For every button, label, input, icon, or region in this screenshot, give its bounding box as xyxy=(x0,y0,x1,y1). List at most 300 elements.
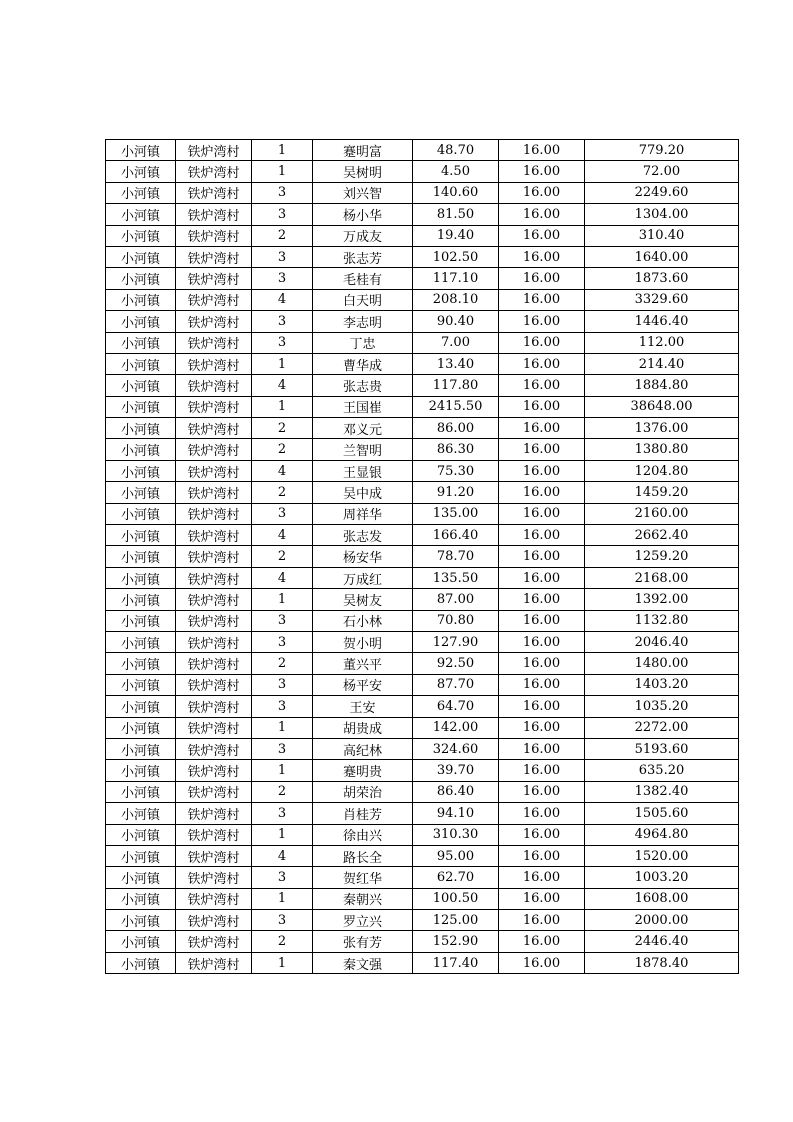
town-cell: 小河镇 xyxy=(106,717,176,738)
group-cell: 4 xyxy=(252,845,313,866)
area-cell: 19.40 xyxy=(413,225,499,246)
table-row xyxy=(106,888,739,909)
area-cell: 95.00 xyxy=(413,845,499,866)
group-cell: 3 xyxy=(252,182,313,203)
amount-cell: 2272.00 xyxy=(585,717,739,738)
table-row xyxy=(106,375,739,396)
town-cell: 小河镇 xyxy=(106,824,176,845)
area-cell: 117.10 xyxy=(413,268,499,289)
rate-cell: 16.00 xyxy=(499,867,585,888)
rate-cell: 16.00 xyxy=(499,225,585,246)
village-cell: 铁炉湾村 xyxy=(176,353,252,374)
village-cell: 铁炉湾村 xyxy=(176,952,252,973)
village-cell: 铁炉湾村 xyxy=(176,418,252,439)
town-cell: 小河镇 xyxy=(106,696,176,717)
name-cell: 王安 xyxy=(313,696,413,717)
group-cell: 2 xyxy=(252,653,313,674)
rate-cell: 16.00 xyxy=(499,525,585,546)
table-row xyxy=(106,781,739,802)
name-cell: 刘兴智 xyxy=(313,182,413,203)
area-cell: 87.00 xyxy=(413,589,499,610)
area-cell: 75.30 xyxy=(413,460,499,481)
name-cell: 贺小明 xyxy=(313,631,413,652)
group-cell: 2 xyxy=(252,931,313,952)
table-row xyxy=(106,268,739,289)
town-cell: 小河镇 xyxy=(106,503,176,524)
table-row xyxy=(106,867,739,888)
name-cell: 杨小华 xyxy=(313,204,413,225)
village-cell: 铁炉湾村 xyxy=(176,161,252,182)
amount-cell: 1878.40 xyxy=(585,952,739,973)
amount-cell: 1035.20 xyxy=(585,696,739,717)
area-cell: 86.30 xyxy=(413,439,499,460)
group-cell: 3 xyxy=(252,311,313,332)
town-cell: 小河镇 xyxy=(106,738,176,759)
name-cell: 邓义元 xyxy=(313,418,413,439)
rate-cell: 16.00 xyxy=(499,760,585,781)
town-cell: 小河镇 xyxy=(106,332,176,353)
name-cell: 万成红 xyxy=(313,567,413,588)
amount-cell: 1873.60 xyxy=(585,268,739,289)
area-cell: 135.50 xyxy=(413,567,499,588)
group-cell: 3 xyxy=(252,268,313,289)
amount-cell: 1640.00 xyxy=(585,246,739,267)
name-cell: 张志发 xyxy=(313,525,413,546)
table-row xyxy=(106,332,739,353)
amount-cell: 5193.60 xyxy=(585,738,739,759)
name-cell: 丁忠 xyxy=(313,332,413,353)
amount-cell: 1259.20 xyxy=(585,546,739,567)
amount-cell: 2662.40 xyxy=(585,525,739,546)
table-row xyxy=(106,353,739,374)
town-cell: 小河镇 xyxy=(106,674,176,695)
area-cell: 117.80 xyxy=(413,375,499,396)
group-cell: 1 xyxy=(252,589,313,610)
rate-cell: 16.00 xyxy=(499,931,585,952)
rate-cell: 16.00 xyxy=(499,375,585,396)
name-cell: 肖桂芳 xyxy=(313,803,413,824)
group-cell: 1 xyxy=(252,824,313,845)
village-cell: 铁炉湾村 xyxy=(176,225,252,246)
name-cell: 张志芳 xyxy=(313,246,413,267)
name-cell: 董兴平 xyxy=(313,653,413,674)
town-cell: 小河镇 xyxy=(106,246,176,267)
rate-cell: 16.00 xyxy=(499,503,585,524)
rate-cell: 16.00 xyxy=(499,610,585,631)
rate-cell: 16.00 xyxy=(499,696,585,717)
table-row xyxy=(106,631,739,652)
name-cell: 吴中成 xyxy=(313,482,413,503)
area-cell: 91.20 xyxy=(413,482,499,503)
group-cell: 1 xyxy=(252,760,313,781)
area-cell: 102.50 xyxy=(413,246,499,267)
rate-cell: 16.00 xyxy=(499,803,585,824)
name-cell: 杨平安 xyxy=(313,674,413,695)
rate-cell: 16.00 xyxy=(499,653,585,674)
amount-cell: 38648.00 xyxy=(585,396,739,417)
village-cell: 铁炉湾村 xyxy=(176,696,252,717)
table-row xyxy=(106,525,739,546)
table-row xyxy=(106,503,739,524)
town-cell: 小河镇 xyxy=(106,653,176,674)
area-cell: 140.60 xyxy=(413,182,499,203)
name-cell: 兰智明 xyxy=(313,439,413,460)
town-cell: 小河镇 xyxy=(106,910,176,931)
table-row xyxy=(106,653,739,674)
amount-cell: 1505.60 xyxy=(585,803,739,824)
group-cell: 1 xyxy=(252,396,313,417)
table-row xyxy=(106,161,739,182)
group-cell: 4 xyxy=(252,567,313,588)
town-cell: 小河镇 xyxy=(106,525,176,546)
name-cell: 曹华成 xyxy=(313,353,413,374)
name-cell: 贺红华 xyxy=(313,867,413,888)
area-cell: 125.00 xyxy=(413,910,499,931)
group-cell: 1 xyxy=(252,888,313,909)
village-cell: 铁炉湾村 xyxy=(176,246,252,267)
village-cell: 铁炉湾村 xyxy=(176,867,252,888)
village-cell: 铁炉湾村 xyxy=(176,546,252,567)
table-row xyxy=(106,439,739,460)
amount-cell: 635.20 xyxy=(585,760,739,781)
area-cell: 324.60 xyxy=(413,738,499,759)
rate-cell: 16.00 xyxy=(499,952,585,973)
village-cell: 铁炉湾村 xyxy=(176,610,252,631)
area-cell: 152.90 xyxy=(413,931,499,952)
village-cell: 铁炉湾村 xyxy=(176,803,252,824)
name-cell: 杨安华 xyxy=(313,546,413,567)
table-row xyxy=(106,204,739,225)
village-cell: 铁炉湾村 xyxy=(176,888,252,909)
amount-cell: 214.40 xyxy=(585,353,739,374)
village-cell: 铁炉湾村 xyxy=(176,631,252,652)
area-cell: 48.70 xyxy=(413,140,499,161)
amount-cell: 2160.00 xyxy=(585,503,739,524)
town-cell: 小河镇 xyxy=(106,396,176,417)
town-cell: 小河镇 xyxy=(106,353,176,374)
area-cell: 4.50 xyxy=(413,161,499,182)
village-cell: 铁炉湾村 xyxy=(176,482,252,503)
rate-cell: 16.00 xyxy=(499,845,585,866)
group-cell: 3 xyxy=(252,674,313,695)
village-cell: 铁炉湾村 xyxy=(176,503,252,524)
town-cell: 小河镇 xyxy=(106,482,176,503)
area-cell: 135.00 xyxy=(413,503,499,524)
village-cell: 铁炉湾村 xyxy=(176,931,252,952)
area-cell: 86.00 xyxy=(413,418,499,439)
amount-cell: 112.00 xyxy=(585,332,739,353)
rate-cell: 16.00 xyxy=(499,717,585,738)
group-cell: 1 xyxy=(252,353,313,374)
table-row xyxy=(106,289,739,310)
name-cell: 白天明 xyxy=(313,289,413,310)
area-cell: 39.70 xyxy=(413,760,499,781)
group-cell: 3 xyxy=(252,803,313,824)
rate-cell: 16.00 xyxy=(499,738,585,759)
area-cell: 2415.50 xyxy=(413,396,499,417)
village-cell: 铁炉湾村 xyxy=(176,910,252,931)
rate-cell: 16.00 xyxy=(499,353,585,374)
name-cell: 毛桂有 xyxy=(313,268,413,289)
group-cell: 3 xyxy=(252,631,313,652)
name-cell: 路长全 xyxy=(313,845,413,866)
name-cell: 石小林 xyxy=(313,610,413,631)
town-cell: 小河镇 xyxy=(106,589,176,610)
area-cell: 78.70 xyxy=(413,546,499,567)
amount-cell: 1520.00 xyxy=(585,845,739,866)
village-cell: 铁炉湾村 xyxy=(176,311,252,332)
rate-cell: 16.00 xyxy=(499,546,585,567)
table-row xyxy=(106,589,739,610)
village-cell: 铁炉湾村 xyxy=(176,375,252,396)
group-cell: 3 xyxy=(252,204,313,225)
group-cell: 3 xyxy=(252,610,313,631)
area-cell: 81.50 xyxy=(413,204,499,225)
table-row xyxy=(106,738,739,759)
rate-cell: 16.00 xyxy=(499,631,585,652)
area-cell: 127.90 xyxy=(413,631,499,652)
village-cell: 铁炉湾村 xyxy=(176,332,252,353)
group-cell: 1 xyxy=(252,140,313,161)
group-cell: 2 xyxy=(252,418,313,439)
table-row xyxy=(106,225,739,246)
area-cell: 87.70 xyxy=(413,674,499,695)
town-cell: 小河镇 xyxy=(106,289,176,310)
group-cell: 2 xyxy=(252,225,313,246)
name-cell: 万成友 xyxy=(313,225,413,246)
town-cell: 小河镇 xyxy=(106,204,176,225)
area-cell: 142.00 xyxy=(413,717,499,738)
name-cell: 李志明 xyxy=(313,311,413,332)
village-cell: 铁炉湾村 xyxy=(176,717,252,738)
area-cell: 7.00 xyxy=(413,332,499,353)
town-cell: 小河镇 xyxy=(106,803,176,824)
rate-cell: 16.00 xyxy=(499,460,585,481)
village-cell: 铁炉湾村 xyxy=(176,653,252,674)
name-cell: 罗立兴 xyxy=(313,910,413,931)
table-row xyxy=(106,696,739,717)
town-cell: 小河镇 xyxy=(106,610,176,631)
table-row xyxy=(106,567,739,588)
amount-cell: 1392.00 xyxy=(585,589,739,610)
name-cell: 吴树明 xyxy=(313,161,413,182)
rate-cell: 16.00 xyxy=(499,781,585,802)
name-cell: 高纪林 xyxy=(313,738,413,759)
amount-cell: 1459.20 xyxy=(585,482,739,503)
village-cell: 铁炉湾村 xyxy=(176,760,252,781)
amount-cell: 1480.00 xyxy=(585,653,739,674)
group-cell: 3 xyxy=(252,867,313,888)
rate-cell: 16.00 xyxy=(499,418,585,439)
rate-cell: 16.00 xyxy=(499,311,585,332)
amount-cell: 1446.40 xyxy=(585,311,739,332)
name-cell: 周祥华 xyxy=(313,503,413,524)
town-cell: 小河镇 xyxy=(106,781,176,802)
amount-cell: 1382.40 xyxy=(585,781,739,802)
table-row xyxy=(106,418,739,439)
village-cell: 铁炉湾村 xyxy=(176,674,252,695)
area-cell: 86.40 xyxy=(413,781,499,802)
group-cell: 1 xyxy=(252,717,313,738)
name-cell: 秦文强 xyxy=(313,952,413,973)
town-cell: 小河镇 xyxy=(106,439,176,460)
group-cell: 4 xyxy=(252,460,313,481)
amount-cell: 2000.00 xyxy=(585,910,739,931)
table-row xyxy=(106,311,739,332)
table-row xyxy=(106,546,739,567)
town-cell: 小河镇 xyxy=(106,225,176,246)
table-row xyxy=(106,952,739,973)
rate-cell: 16.00 xyxy=(499,482,585,503)
group-cell: 2 xyxy=(252,482,313,503)
town-cell: 小河镇 xyxy=(106,546,176,567)
area-cell: 208.10 xyxy=(413,289,499,310)
rate-cell: 16.00 xyxy=(499,396,585,417)
table-row xyxy=(106,246,739,267)
town-cell: 小河镇 xyxy=(106,760,176,781)
data-table xyxy=(105,139,739,974)
table-body xyxy=(106,140,739,974)
rate-cell: 16.00 xyxy=(499,824,585,845)
group-cell: 3 xyxy=(252,738,313,759)
town-cell: 小河镇 xyxy=(106,268,176,289)
table-row xyxy=(106,910,739,931)
amount-cell: 72.00 xyxy=(585,161,739,182)
amount-cell: 1608.00 xyxy=(585,888,739,909)
group-cell: 4 xyxy=(252,289,313,310)
table-row xyxy=(106,931,739,952)
area-cell: 92.50 xyxy=(413,653,499,674)
rate-cell: 16.00 xyxy=(499,246,585,267)
amount-cell: 1884.80 xyxy=(585,375,739,396)
area-cell: 64.70 xyxy=(413,696,499,717)
table-row xyxy=(106,182,739,203)
group-cell: 3 xyxy=(252,246,313,267)
amount-cell: 2249.60 xyxy=(585,182,739,203)
area-cell: 90.40 xyxy=(413,311,499,332)
amount-cell: 3329.60 xyxy=(585,289,739,310)
village-cell: 铁炉湾村 xyxy=(176,824,252,845)
name-cell: 王国崔 xyxy=(313,396,413,417)
village-cell: 铁炉湾村 xyxy=(176,182,252,203)
village-cell: 铁炉湾村 xyxy=(176,439,252,460)
rate-cell: 16.00 xyxy=(499,439,585,460)
table-row xyxy=(106,845,739,866)
rate-cell: 16.00 xyxy=(499,910,585,931)
amount-cell: 779.20 xyxy=(585,140,739,161)
rate-cell: 16.00 xyxy=(499,204,585,225)
table-row xyxy=(106,610,739,631)
table-row xyxy=(106,717,739,738)
amount-cell: 1132.80 xyxy=(585,610,739,631)
town-cell: 小河镇 xyxy=(106,888,176,909)
name-cell: 王显银 xyxy=(313,460,413,481)
rate-cell: 16.00 xyxy=(499,268,585,289)
village-cell: 铁炉湾村 xyxy=(176,589,252,610)
rate-cell: 16.00 xyxy=(499,567,585,588)
group-cell: 1 xyxy=(252,952,313,973)
name-cell: 吴树友 xyxy=(313,589,413,610)
group-cell: 2 xyxy=(252,439,313,460)
rate-cell: 16.00 xyxy=(499,589,585,610)
name-cell: 张志贵 xyxy=(313,375,413,396)
rate-cell: 16.00 xyxy=(499,888,585,909)
rate-cell: 16.00 xyxy=(499,332,585,353)
rate-cell: 16.00 xyxy=(499,161,585,182)
group-cell: 4 xyxy=(252,375,313,396)
name-cell: 蹇明富 xyxy=(313,140,413,161)
group-cell: 2 xyxy=(252,546,313,567)
amount-cell: 1380.80 xyxy=(585,439,739,460)
amount-cell: 1204.80 xyxy=(585,460,739,481)
group-cell: 4 xyxy=(252,525,313,546)
amount-cell: 4964.80 xyxy=(585,824,739,845)
table-row xyxy=(106,674,739,695)
amount-cell: 1003.20 xyxy=(585,867,739,888)
rate-cell: 16.00 xyxy=(499,182,585,203)
table-row xyxy=(106,803,739,824)
area-cell: 166.40 xyxy=(413,525,499,546)
town-cell: 小河镇 xyxy=(106,375,176,396)
town-cell: 小河镇 xyxy=(106,867,176,888)
area-cell: 100.50 xyxy=(413,888,499,909)
amount-cell: 2168.00 xyxy=(585,567,739,588)
group-cell: 3 xyxy=(252,503,313,524)
village-cell: 铁炉湾村 xyxy=(176,396,252,417)
name-cell: 张有芳 xyxy=(313,931,413,952)
area-cell: 62.70 xyxy=(413,867,499,888)
village-cell: 铁炉湾村 xyxy=(176,289,252,310)
village-cell: 铁炉湾村 xyxy=(176,845,252,866)
group-cell: 3 xyxy=(252,910,313,931)
town-cell: 小河镇 xyxy=(106,931,176,952)
amount-cell: 1403.20 xyxy=(585,674,739,695)
town-cell: 小河镇 xyxy=(106,460,176,481)
village-cell: 铁炉湾村 xyxy=(176,140,252,161)
name-cell: 胡荣治 xyxy=(313,781,413,802)
village-cell: 铁炉湾村 xyxy=(176,525,252,546)
town-cell: 小河镇 xyxy=(106,631,176,652)
area-cell: 70.80 xyxy=(413,610,499,631)
area-cell: 117.40 xyxy=(413,952,499,973)
name-cell: 蹇明贵 xyxy=(313,760,413,781)
table-row xyxy=(106,482,739,503)
town-cell: 小河镇 xyxy=(106,182,176,203)
name-cell: 胡贵成 xyxy=(313,717,413,738)
village-cell: 铁炉湾村 xyxy=(176,460,252,481)
name-cell: 徐由兴 xyxy=(313,824,413,845)
village-cell: 铁炉湾村 xyxy=(176,204,252,225)
town-cell: 小河镇 xyxy=(106,952,176,973)
area-cell: 310.30 xyxy=(413,824,499,845)
village-cell: 铁炉湾村 xyxy=(176,738,252,759)
table-row xyxy=(106,140,739,161)
town-cell: 小河镇 xyxy=(106,140,176,161)
rate-cell: 16.00 xyxy=(499,674,585,695)
town-cell: 小河镇 xyxy=(106,311,176,332)
town-cell: 小河镇 xyxy=(106,845,176,866)
table-row xyxy=(106,760,739,781)
group-cell: 3 xyxy=(252,696,313,717)
village-cell: 铁炉湾村 xyxy=(176,567,252,588)
group-cell: 2 xyxy=(252,781,313,802)
village-cell: 铁炉湾村 xyxy=(176,268,252,289)
village-cell: 铁炉湾村 xyxy=(176,781,252,802)
amount-cell: 2446.40 xyxy=(585,931,739,952)
amount-cell: 1304.00 xyxy=(585,204,739,225)
amount-cell: 1376.00 xyxy=(585,418,739,439)
town-cell: 小河镇 xyxy=(106,161,176,182)
